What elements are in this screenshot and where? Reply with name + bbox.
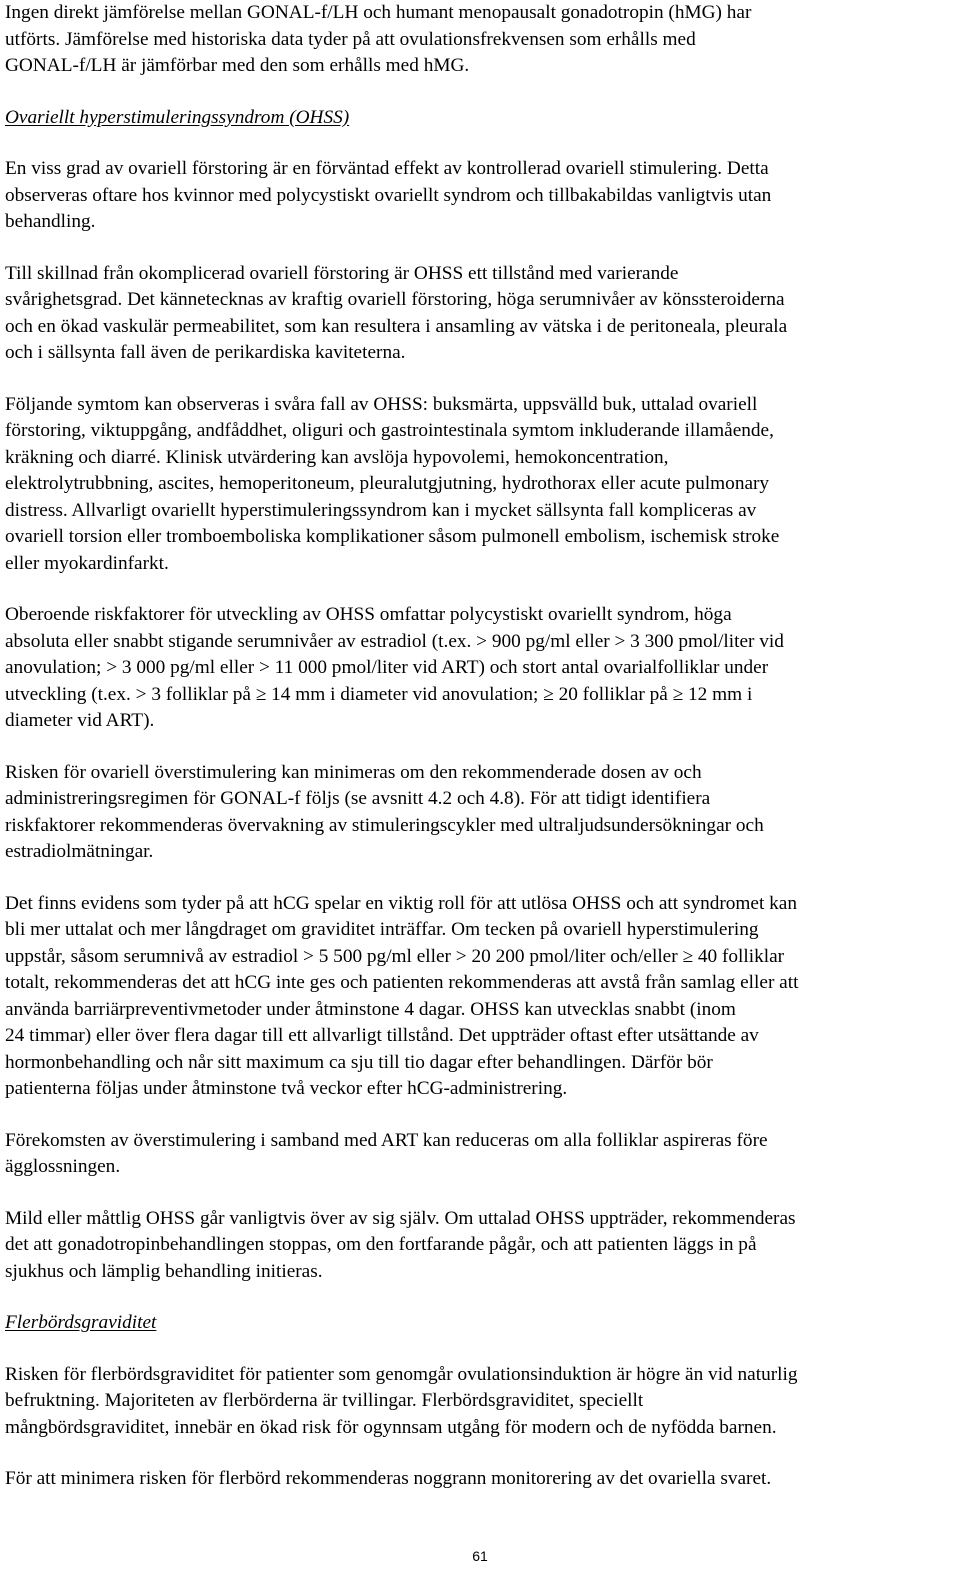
text-line: ovariell torsion eller tromboemboliska komplikationer såsom pulmonell embolism, ischemisk stroke <box>5 526 780 547</box>
text-line: Förekomsten av överstimulering i samband med ART kan reduceras om alla folliklar aspireras före <box>5 1129 768 1151</box>
text-line: GONAL-f/LH är jämförbar med den som erhålls med hMG. <box>5 55 470 76</box>
paragraph-ohss-definition <box>5 261 955 367</box>
text-line: uppstår, såsom serumnivå av estradiol > 5 500 pg/ml eller > 20 200 pmol/liter och/eller ≥ 40 folliklar <box>5 945 785 967</box>
text-line: Risken för flerbördsgraviditet för patienter som genomgår ovulationsinduktion är högre än vid naturlig <box>5 1363 798 1385</box>
paragraph-hmg-comparison <box>5 0 955 80</box>
text-line: En viss grad av ovariell förstoring är en förväntad effekt av kontrollerad ovariell stimulering. Detta <box>5 158 769 179</box>
text-line: diameter vid ART). <box>5 710 155 731</box>
text-line: förstoring, viktuppgång, andfåddhet, oliguri och gastrointestinala symtom inkluderande illamående, <box>5 420 774 441</box>
text-line: distress. Allvarligt ovariellt hyperstimuleringssyndrom kan i mycket sällsynta fall kompliceras av <box>5 499 757 521</box>
document-page <box>5 0 955 1493</box>
text-line: Oberoende riskfaktorer för utveckling av OHSS omfattar polycystiskt ovariellt syndrom, höga <box>5 604 732 625</box>
text-line: Till skillnad från okomplicerad ovariell förstoring är OHSS ett tillstånd med varierande <box>5 262 679 284</box>
text-line: elektrolytrubbning, ascites, hemoperitoneum, pleuralutgjutning, hydrothorax eller acute pulmonary <box>5 473 770 494</box>
text-line: administreringsregimen för GONAL-f följs (se avsnitt 4.2 och 4.8). För att tidigt identifiera <box>5 788 711 809</box>
paragraph-hcg-evidence <box>5 891 955 1103</box>
text-line: mångbördsgraviditet, innebär en ökad risk för ogynnsam utgång för modern och de nyfödda barnen. <box>5 1416 777 1438</box>
text-line: kräkning och diarré. Klinisk utvärdering kan avslöja hypovolemi, hemokoncentration, <box>5 446 669 468</box>
text-line: det att gonadotropinbehandlingen stoppas, om den fortfarande pågår, och att patienten läggs in på <box>5 1234 757 1255</box>
text-line: ägglossningen. <box>5 1156 121 1177</box>
text-line: Ingen direkt jämförelse mellan GONAL-f/LH och humant menopausalt gonadotropin (hMG) har <box>5 2 752 23</box>
paragraph-ohss-symptoms <box>5 392 955 578</box>
text-line: För att minimera risken för flerbörd rekommenderas noggrann monitorering av det ovariella svaret. <box>5 1468 772 1489</box>
paragraph-monitoring <box>5 1466 955 1493</box>
text-line: estradiolmätningar. <box>5 841 154 862</box>
text-line: utförts. Jämförelse med historiska data tyder på att ovulationsfrekvensen som erhålls med <box>5 28 696 50</box>
text-line: bli mer uttalat och mer långdraget om graviditet inträffar. Om tecken på ovariell hyperstimulering <box>5 919 759 940</box>
text-line: anovulation; > 3 000 pg/ml eller > 11 000 pmol/liter vid ART) och stort antal ovarialfolliklar under <box>5 657 769 678</box>
text-line: befruktning. Majoriteten av flerbörderna är tvillingar. Flerbördsgraviditet, speciellt <box>5 1390 644 1411</box>
section-heading-multiple-pregnancy <box>5 1310 955 1337</box>
text-line: 24 timmar) eller över flera dagar till ett allvarligt tillstånd. Det uppträder oftast efter utsättande av <box>5 1025 759 1046</box>
paragraph-art-aspiration <box>5 1128 955 1181</box>
text-line: hormonbehandling och når sitt maximum ca sju till tio dagar efter behandlingen. Därför bör <box>5 1051 713 1073</box>
text-line: absoluta eller snabbt stigande serumnivåer av estradiol (t.ex. > 900 pg/ml eller > 3 300 pmol/liter vid <box>5 630 784 652</box>
text-line: patienterna följas under åtminstone två veckor efter hCG-administrering. <box>5 1078 568 1099</box>
page-number: 61 <box>472 1548 488 1564</box>
heading-text: Ovariellt hyperstimuleringssyndrom (OHSS) <box>5 106 350 128</box>
text-line: svårighetsgrad. Det kännetecknas av kraftig ovariell förstoring, höga serumnivåer av könssteroiderna <box>5 289 785 310</box>
text-line: Risken för ovariell överstimulering kan minimeras om den rekommenderade dosen av och <box>5 761 702 783</box>
text-line: och en ökad vaskulär permeabilitet, som kan resultera i ansamling av vätska i de peritoneala, pleurala <box>5 315 788 337</box>
text-line: utveckling (t.ex. > 3 folliklar på ≥ 14 mm i diameter vid anovulation; ≥ 20 folliklar på ≥ 12 mm i <box>5 683 753 705</box>
section-heading-ohss <box>5 105 955 132</box>
text-line: riskfaktorer rekommenderas övervakning av stimuleringscykler med ultraljudsundersökningar och <box>5 814 764 836</box>
paragraph-multiple-pregnancy-risk <box>5 1362 955 1442</box>
paragraph-risk-factors <box>5 602 955 735</box>
text-line: Följande symtom kan observeras i svåra fall av OHSS: buksmärta, uppsvälld buk, uttalad ovariell <box>5 393 758 415</box>
text-line: observeras oftare hos kvinnor med polycystiskt ovariellt syndrom och tillbakabildas vanligtvis utan <box>5 184 772 206</box>
paragraph-risk-minimization <box>5 760 955 866</box>
paragraph-mild-ohss <box>5 1206 955 1286</box>
text-line: Det finns evidens som tyder på att hCG spelar en viktig roll för att utlösa OHSS och att syndromet kan <box>5 892 797 914</box>
text-line: sjukhus och lämplig behandling initieras. <box>5 1260 323 1282</box>
text-line: eller myokardinfarkt. <box>5 552 169 574</box>
paragraph-ovarian-enlargement <box>5 156 955 236</box>
text-line: Mild eller måttlig OHSS går vanligtvis över av sig själv. Om uttalad OHSS uppträder, rekommenderas <box>5 1207 796 1229</box>
heading-text: Flerbördsgraviditet <box>5 1312 157 1333</box>
text-line: totalt, rekommenderas det att hCG inte ges och patienten rekommenderas att avstå från samlag eller att <box>5 972 799 993</box>
text-line: använda barriärpreventivmetoder under åtminstone 4 dagar. OHSS kan utvecklas snabbt (inom <box>5 998 736 1020</box>
text-line: behandling. <box>5 211 96 232</box>
text-line: och i sällsynta fall även de perikardiska kaviteterna. <box>5 342 406 363</box>
